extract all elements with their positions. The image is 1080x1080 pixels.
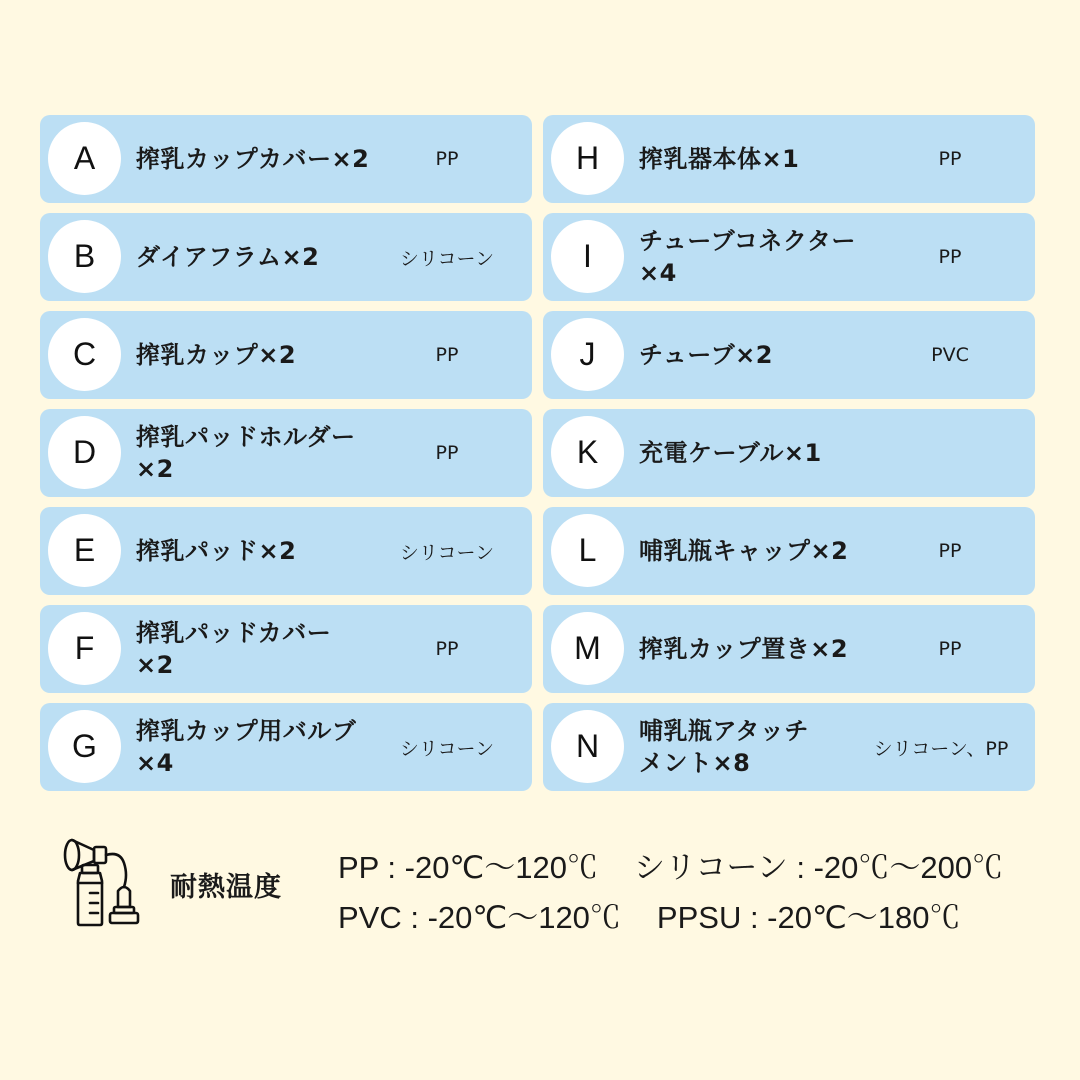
part-name — [136, 605, 406, 693]
part-card-a — [40, 115, 532, 203]
part-material: PP — [938, 246, 962, 268]
part-letter-badge: B — [48, 220, 121, 293]
part-card-f — [40, 605, 532, 693]
part-card-l — [543, 507, 1035, 595]
part-card-d — [40, 409, 532, 497]
part-card-h — [543, 115, 1035, 203]
breast-pump-icon — [60, 835, 150, 930]
part-name — [136, 213, 406, 301]
part-card-b — [40, 213, 532, 301]
part-name-line: 充電ケーブル×1 — [639, 438, 822, 467]
part-name — [136, 703, 406, 791]
part-material: PP — [435, 148, 459, 170]
part-name — [136, 409, 406, 497]
heat-value-ppsu: PPSU : -20℃〜180℃ — [656, 900, 961, 935]
part-letter-badge: D — [48, 416, 121, 489]
heat-resistance-label: 耐熱温度 — [170, 872, 282, 903]
heat-value-pvc: PVC : -20℃〜120℃ — [338, 900, 621, 935]
part-material: シリコーン、PP — [873, 737, 1009, 760]
part-name-line: ×4 — [639, 259, 677, 287]
part-name-line: 搾乳パッド×2 — [136, 536, 297, 565]
part-letter-badge: J — [551, 318, 624, 391]
part-name-line: 搾乳器本体×1 — [639, 144, 800, 173]
part-card-n — [543, 703, 1035, 791]
part-name-line: 搾乳カップ用バルブ — [136, 716, 357, 745]
part-name-line: 搾乳カップ置き×2 — [639, 634, 849, 663]
part-name-line: 搾乳パッドホルダー — [136, 422, 356, 451]
part-material: PP — [938, 148, 962, 170]
part-card-g — [40, 703, 532, 791]
part-name-line: ダイアフラム×2 — [136, 242, 320, 271]
part-material: シリコーン — [399, 247, 495, 270]
part-name — [639, 507, 909, 595]
part-name-line: ×2 — [136, 455, 174, 483]
part-name-line: 哺乳瓶キャップ×2 — [639, 536, 849, 565]
part-letter-badge: F — [48, 612, 121, 685]
part-name — [136, 115, 406, 203]
part-card-i — [543, 213, 1035, 301]
part-letter-badge: I — [551, 220, 624, 293]
part-material: PVC — [931, 344, 969, 366]
part-card-j — [543, 311, 1035, 399]
part-letter-badge: M — [551, 612, 624, 685]
heat-line — [338, 893, 1003, 943]
heat-resistance-values — [338, 843, 1003, 943]
part-name — [136, 507, 406, 595]
part-name — [639, 409, 909, 497]
part-material: PP — [435, 344, 459, 366]
part-material: シリコーン — [399, 541, 495, 564]
parts-grid — [40, 115, 1035, 791]
part-letter-badge: N — [551, 710, 624, 783]
part-letter-badge: E — [48, 514, 121, 587]
part-card-c — [40, 311, 532, 399]
part-material: PP — [435, 442, 459, 464]
part-name-line: ×4 — [136, 749, 174, 777]
part-card-m — [543, 605, 1035, 693]
heat-value-pp: PP : -20℃〜120℃ — [338, 850, 598, 885]
part-material: PP — [938, 638, 962, 660]
part-name-line: チューブコネクター — [639, 226, 856, 255]
heat-resistance-section — [60, 835, 1040, 935]
part-letter-badge: K — [551, 416, 624, 489]
part-name — [639, 605, 909, 693]
part-name-line: ×2 — [136, 651, 174, 679]
part-name-line: チューブ×2 — [639, 340, 773, 369]
part-name-line: 搾乳パッドカバー — [136, 618, 332, 647]
part-card-k — [543, 409, 1035, 497]
part-letter-badge: A — [48, 122, 121, 195]
part-letter-badge: L — [551, 514, 624, 587]
part-name — [639, 311, 909, 399]
part-letter-badge: G — [48, 710, 121, 783]
part-material: シリコーン — [399, 737, 495, 760]
part-name — [639, 213, 909, 301]
part-name-line: 搾乳カップカバー×2 — [136, 144, 370, 173]
part-name — [639, 115, 909, 203]
heat-value-silicone: シリコーン : -20℃〜200℃ — [633, 850, 1004, 885]
part-material: PP — [938, 540, 962, 562]
part-name-line: 哺乳瓶アタッチ — [639, 716, 809, 745]
part-card-e — [40, 507, 532, 595]
part-name-line: 搾乳カップ×2 — [136, 340, 297, 369]
part-name-line: メント×8 — [639, 749, 751, 777]
heat-line — [338, 843, 1003, 893]
part-letter-badge: C — [48, 318, 121, 391]
part-letter-badge: H — [551, 122, 624, 195]
part-name — [136, 311, 406, 399]
part-material: PP — [435, 638, 459, 660]
